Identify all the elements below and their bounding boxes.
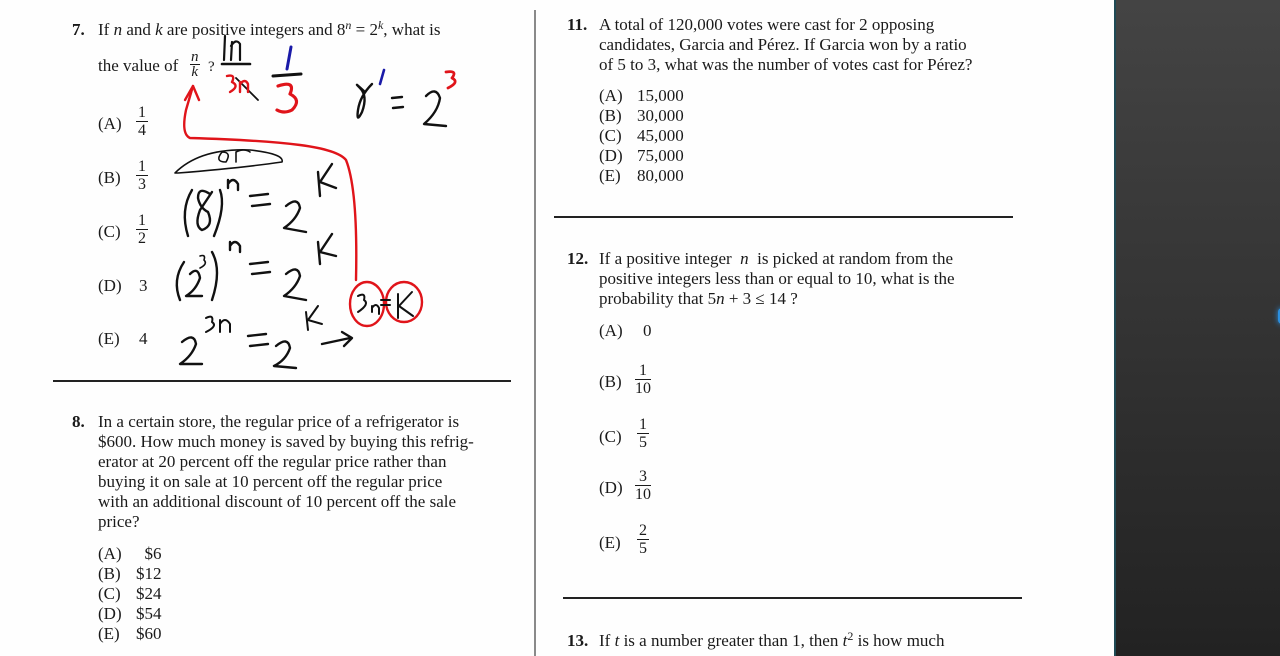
option-d-label[interactable]: (D) [98, 276, 122, 295]
section-divider [563, 597, 1022, 599]
option-b-value: $\frac{1}{10}$ [635, 362, 651, 397]
option-a-label[interactable]: (A) [98, 114, 122, 133]
section-divider [554, 216, 1013, 218]
option-d-value: $\frac{3}{10}$ [635, 468, 651, 503]
question-text-line-1: If t is a number greater than 1, then $t^2$ is how much [599, 629, 945, 650]
option-b-label[interactable]: (B) [98, 168, 121, 187]
handwritten-step-3 [180, 306, 352, 368]
option-b-label[interactable]: (B) [599, 372, 622, 391]
option-c-value: $\frac{1}{2}$ [138, 212, 146, 247]
handwritten-fraction-1n-over-3n [222, 36, 258, 100]
option-c-value: $\frac{1}{5}$ [639, 416, 647, 451]
option-c-label[interactable]: (C) [599, 427, 622, 446]
question-text-line: $600. How much money is saved by buying this refrig- [98, 432, 474, 451]
option-e-value: $\frac{2}{5}$ [639, 522, 647, 557]
question-text-line-3: probability that 5n + 3 ≤ 14 ? [599, 289, 798, 308]
option-e[interactable]: (E) $60 [98, 624, 162, 643]
question-text-line: erator at 20 percent off the regular price rather than [98, 452, 447, 471]
option-a-label[interactable]: (A) [599, 321, 623, 340]
option-a-value: 0 [643, 321, 652, 340]
fraction-n-over-k: $\frac{n}{k}$ [191, 49, 199, 80]
question-text-line-1: If n and k are positive integers and $8^n = 2^k$, what is [98, 18, 441, 39]
question-text-line: candidates, Garcia and Pérez. If Garcia won by a ratio [599, 35, 967, 54]
question-text-line: A total of 120,000 votes were cast for 2 opposing [599, 15, 935, 34]
option-d[interactable]: (D) $54 [98, 604, 162, 623]
question-text-line: buying it on sale at 10 percent off the regular price [98, 472, 443, 491]
red-arrow-connector [184, 86, 422, 326]
option-d-value: 3 [139, 276, 148, 295]
question-number: 12. [567, 249, 589, 268]
option-b[interactable]: (B) 30,000 [599, 106, 684, 125]
option-d[interactable]: (D) 75,000 [599, 146, 684, 165]
question-text-line: with an additional discount of 10 percent off the sale [98, 492, 457, 511]
option-a[interactable]: (A) 15,000 [599, 86, 684, 105]
option-b-value: $\frac{1}{3}$ [138, 158, 146, 193]
question-number: 13. [567, 631, 589, 650]
side-panel [1114, 0, 1280, 656]
handwritten-or-label [175, 150, 282, 173]
question-text-line: of 5 to 3, what was the number of votes cast for Pérez? [599, 55, 973, 74]
handwritten-step-1 [185, 164, 336, 236]
option-e-value: 4 [139, 329, 148, 348]
section-divider [53, 380, 511, 382]
question-number: 11. [567, 15, 588, 34]
option-e-label[interactable]: (E) [98, 329, 120, 348]
question-number: 7. [72, 20, 85, 39]
option-c-label[interactable]: (C) [98, 222, 121, 241]
question-text-line: In a certain store, the regular price of a refrigerator is [98, 412, 460, 431]
option-c[interactable]: (C) $24 [98, 584, 162, 603]
question-mark: ? [208, 59, 215, 75]
question-text-line-1: If a positive integer n is picked at random from the [599, 249, 954, 268]
option-a-value: $\frac{1}{4}$ [138, 104, 146, 139]
question-number: 8. [72, 412, 85, 431]
column-divider [534, 10, 536, 656]
handwritten-equation-8-1-equals-2-3 [357, 84, 446, 126]
handwritten-step-2 [177, 234, 336, 300]
option-e[interactable]: (E) 80,000 [599, 166, 684, 185]
option-d-label[interactable]: (D) [599, 478, 623, 497]
option-b[interactable]: (B) $12 [98, 564, 162, 583]
question-text-line-2: the value of [98, 56, 179, 75]
option-a[interactable]: (A) $6 [98, 544, 162, 563]
option-c[interactable]: (C) 45,000 [599, 126, 684, 145]
option-e-label[interactable]: (E) [599, 533, 621, 552]
question-text-line-2: positive integers less than or equal to 10, what is the [599, 269, 955, 288]
question-text-line: price? [98, 512, 140, 531]
